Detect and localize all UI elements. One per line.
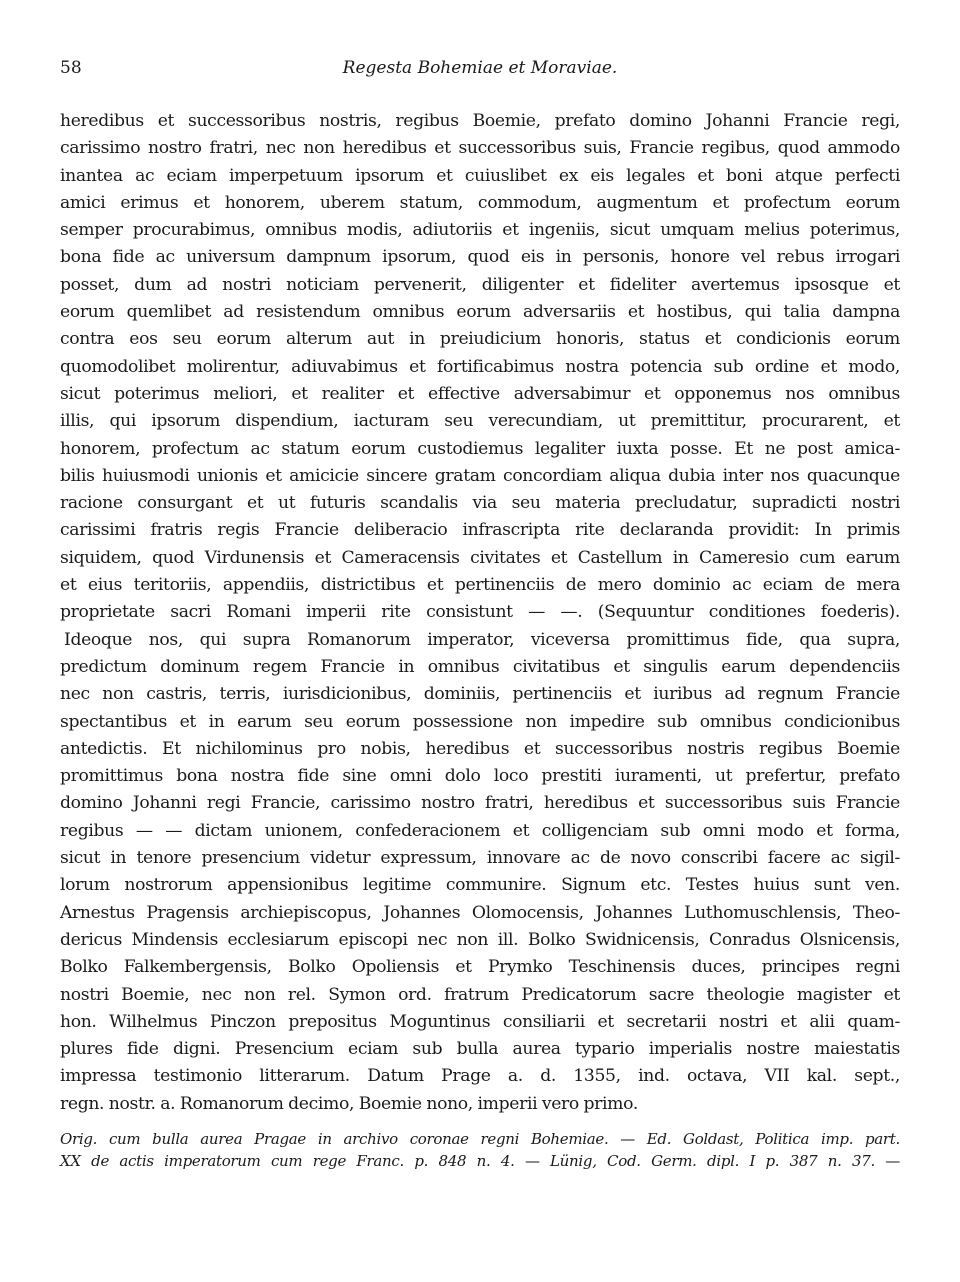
text-line: posset, dum ad nostri noticiam pervenerit, diligenter et fideliter avertemus ipsosque et [60,274,900,295]
text-line: heredibus et successoribus nostris, regibus Boemie, prefato domino Johanni Francie regi, [60,111,900,131]
text-line: nostri Boemie, nec non rel. Symon ord. fratrum Predicatorum sacre theologie magister et [60,984,900,1005]
text-line: et eius teritoriis, appendiis, districtibus et pertinenciis de mero dominio ac eciam de mera [60,575,900,596]
text-line: antedictis. Et nichilominus pro nobis, heredibus et successoribus nostris regibus Boemie [60,738,900,759]
text-line: honorem, profectum ac statum eorum custodiemus legaliter iuxta posse. Et ne post amica- [60,438,900,459]
text-line: regn. nostr. a. Romanorum decimo, Boemie nono, imperii vero primo. [60,1093,638,1114]
text-line: predictum dominum regem Francie in omnibus civitatibus et singulis earum dependenciis [60,656,900,677]
text-line: semper procurabimus, omnibus modis, adiutoriis et ingeniis, sicut umquam melius poterimus, [60,220,900,241]
text-line: sicut in tenore presencium videtur expressum, innovare ac de novo conscribi facere ac sigil- [60,848,900,869]
text-line: Arnestus Pragensis archiepiscopus, Johannes Olomocensis, Johannes Luthomuschlensis, Theo- [60,902,900,923]
text-line: racione consurgant et ut futuris scandalis via seu materia precludatur, supradicti nostri [60,493,900,514]
source-note-line: XX de actis imperatorum cum rege Franc. p. 848 n. 4. — Lünig, Cod. Germ. dipl. I p. 387 n. 37. — [60,1151,900,1170]
text-line: carissimi fratris regis Francie deliberacio infrascripta rite declaranda providit: In primis [60,520,900,541]
text-line: domino Johanni regi Francie, carissimo nostro fratri, heredibus et successoribus suis Francie [60,793,900,814]
text-line: bilis huiusmodi unionis et amicicie sincere gratam concordiam aliqua dubia inter nos quacunque [60,465,900,486]
text-line: nec non castris, terris, iurisdicionibus, dominiis, pertinenciis et iuribus ad regnum Francie [60,684,900,705]
text-line: contra eos seu eorum alterum aut in preiudicium honoris, status et condicionis eorum [60,329,900,350]
text-line: Bolko Falkembergensis, Bolko Opoliensis et Prymko Teschinensis duces, principes regni [60,957,900,978]
source-note-line: Orig. cum bulla aurea Pragae in archivo coronae regni Bohemiae. — Ed. Goldast, Politica imp. part. [60,1129,900,1148]
running-title: Regesta Bohemiae et Moraviae. [342,58,618,78]
text-line: eorum quemlibet ad resistendum omnibus eorum adversariis et hostibus, qui talia dampna [60,302,900,323]
charter-text [60,108,900,1118]
page-number: 58 [60,58,82,78]
text-line: dericus Mindensis ecclesiarum episcopi nec non ill. Bolko Swidnicensis, Conradus Olsnicensis, [60,929,900,950]
text-line: plures fide digni. Presencium eciam sub bulla aurea typario imperialis nostre maiestatis [60,1039,900,1060]
text-line: siquidem, quod Virdunensis et Cameracensis civitates et Castellum in Cameresio cum earum [60,547,900,568]
text-line: hon. Wilhelmus Pinczon prepositus Moguntinus consiliarii et secretarii nostri et alii quam- [60,1011,900,1032]
text-line: lorum nostrorum appensionibus legitime communire. Signum etc. Testes huius sunt ven. [60,875,900,896]
source-note [60,1128,900,1172]
text-line: quomodolibet molirentur, adiuvabimus et fortificabimus nostra potencia sub ordine et modo, [60,356,900,377]
text-line: Ideoque nos, qui supra Romanorum imperator, viceversa promittimus fide, qua supra, [64,629,900,650]
text-line: bona fide ac universum dampnum ipsorum, quod eis in personis, honore vel rebus irrogari [60,247,900,268]
text-line: spectantibus et in earum seu eorum possessione non impedire sub omnibus condicionibus [60,711,900,732]
text-line: promittimus bona nostra fide sine omni dolo loco prestiti iuramenti, ut prefertur, prefato [60,766,900,787]
text-line: impressa testimonio litterarum. Datum Prage a. d. 1355, ind. octava, VII kal. sept., [60,1066,900,1087]
text-line: regibus — — dictam unionem, confederacionem et colligenciam sub omni modo et forma, [60,820,900,841]
text-line: illis, qui ipsorum dispendium, iacturam seu verecundiam, ut premittitur, procurarent, et [60,411,900,432]
text-line: amici erimus et honorem, uberem statum, commodum, augmentum et profectum eorum [60,192,900,213]
page-header [60,58,900,88]
text-line: proprietate sacri Romani imperii rite consistunt — —. (Sequuntur conditiones foederis). [60,602,900,623]
text-line: inantea ac eciam imperpetuum ipsorum et cuiuslibet ex eis legales et boni atque perfecti [60,165,900,186]
text-line: carissimo nostro fratri, nec non heredibus et successoribus suis, Francie regibus, quod ammodo [60,138,900,159]
document-page [60,58,900,1172]
text-line: sicut poterimus meliori, et realiter et effective adversabimur et opponemus nos omnibus [60,383,900,404]
